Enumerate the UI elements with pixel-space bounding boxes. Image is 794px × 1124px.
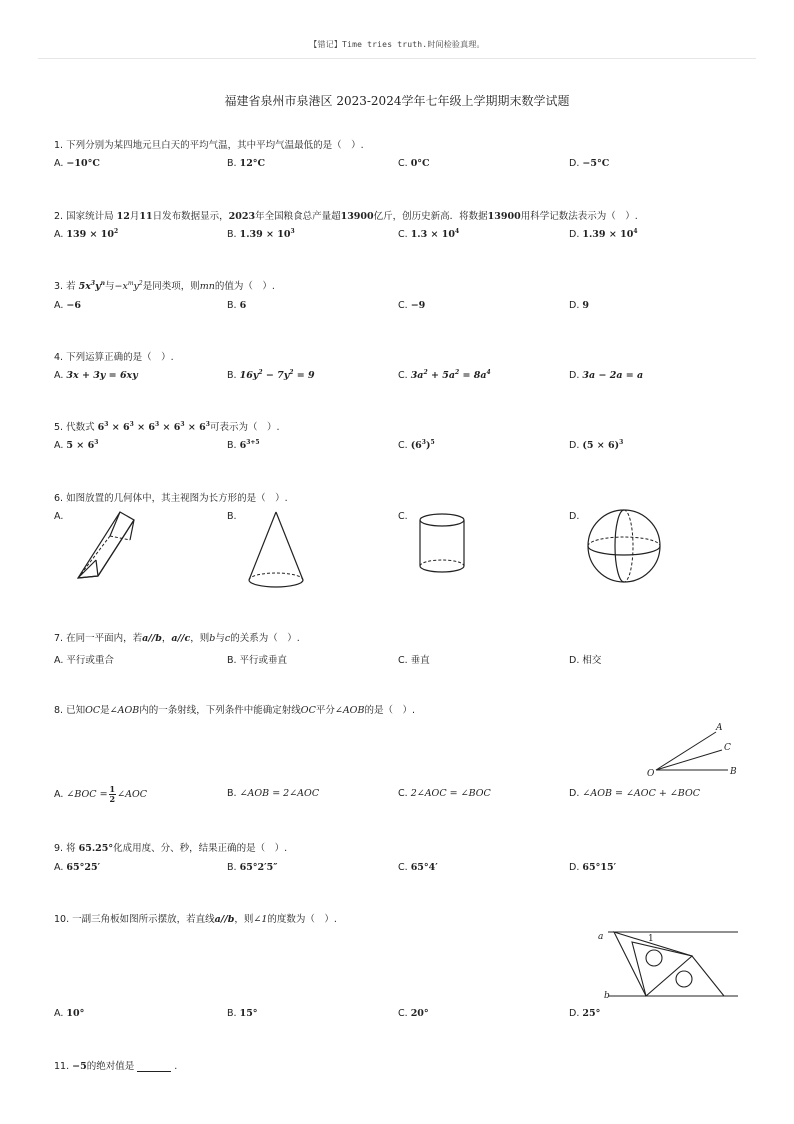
label-c: C (724, 743, 731, 753)
q9-option-a[interactable]: A. 65°25′ (54, 862, 101, 873)
q7-option-d[interactable]: D. 相交 (569, 655, 602, 666)
q8-option-b[interactable]: B. ∠AOB = 2∠AOC (227, 788, 320, 799)
q2-option-a[interactable]: A. $139 \times 10^2$ (54, 228, 119, 240)
q3-option-d[interactable]: D. 9 (569, 300, 589, 311)
question-10-stem: 10. 一副三角板如图所示摆放，若直线a//b，则∠1的度数为（ ）. (54, 914, 337, 925)
q5-option-a[interactable]: A. $5 \times 6^3$ (54, 439, 99, 451)
label-a: A (716, 723, 723, 733)
q9-option-c[interactable]: C. 65°4′ (398, 862, 438, 873)
label-line-b: b (604, 991, 610, 1001)
q4-option-a[interactable]: A. 3x + 3y = 6xy (54, 370, 138, 381)
q6-option-b[interactable]: B. (227, 511, 237, 522)
fraction-one-half: $\frac{1}{2}$ (109, 784, 116, 804)
q8-option-d[interactable]: D. ∠AOB = ∠AOC + ∠BOC (569, 788, 701, 799)
angle-aob-figure (644, 718, 744, 780)
q3-option-a[interactable]: A. −6 (54, 300, 81, 311)
label-o: O (647, 769, 655, 779)
question-11-stem: 11. −5的绝对值是 . (54, 1061, 178, 1072)
sphere-figure (586, 508, 666, 588)
question-1-stem: 1. 下列分别为某四地元旦白天的平均气温，其中平均气温最低的是（ ）. (54, 140, 364, 151)
q7-option-b[interactable]: B. 平行或垂直 (227, 655, 288, 666)
triangular-prism-figure (72, 508, 152, 586)
question-2-stem: 2. 国家统计局 12月11日发布数据显示，2023年全国粮食总产量超13900亿斤，创历史新高．将数据13900用科学记数法表示为（ ）. (54, 211, 638, 222)
q9-option-b[interactable]: B. 65°2′5″ (227, 862, 278, 873)
q5-option-c[interactable]: C. $(6^3)^5$ (398, 439, 435, 451)
q5-option-d[interactable]: D. $(5 \times 6)^3$ (569, 439, 624, 451)
q10-option-b[interactable]: B. 15° (227, 1008, 258, 1019)
q1-option-a[interactable]: A. −10°C (54, 158, 100, 169)
answer-blank[interactable] (137, 1062, 171, 1072)
q4-option-c[interactable]: C. $3a^2 + 5a^2 = 8a^4$ (398, 369, 491, 381)
q2-option-d[interactable]: D. $1.39 \times 10^4$ (569, 228, 638, 240)
question-5-stem: 5. 代数式 $6^3 \times 6^3 \times 6^3 \times 6^3 \times 6^3$可表示为（ ）. (54, 421, 280, 433)
q9-option-d[interactable]: D. 65°15′ (569, 862, 617, 873)
page-title: 福建省泉州市泉港区 2023-2024学年七年级上学期期末数学试题 (224, 94, 570, 108)
question-9-stem: 9. 将 65.25°化成用度、分、秒，结果正确的是（ ）. (54, 843, 288, 854)
q8-option-c[interactable]: C. 2∠AOC = ∠BOC (398, 788, 491, 799)
cylinder-figure (418, 512, 468, 574)
q6-option-a[interactable]: A. (54, 511, 64, 522)
q10-option-a[interactable]: A. 10° (54, 1008, 85, 1019)
q3-option-c[interactable]: C. −9 (398, 300, 426, 311)
q8-option-a[interactable]: A. ∠BOC = $\frac{1}{2}$ ∠AOC (54, 784, 148, 804)
q6-option-d[interactable]: D. (569, 511, 580, 522)
q7-option-a[interactable]: A. 平行或重合 (54, 655, 114, 666)
q3-option-b[interactable]: B. 6 (227, 300, 247, 311)
q1-option-d[interactable]: D. −5°C (569, 158, 610, 169)
header-divider (38, 58, 756, 59)
q7-option-c[interactable]: C. 垂直 (398, 655, 430, 666)
q10-option-d[interactable]: D. 25° (569, 1008, 601, 1019)
label-line-a: a (598, 932, 604, 942)
q1-option-b[interactable]: B. 12°C (227, 158, 266, 169)
label-b: B (730, 767, 737, 777)
q10-option-c[interactable]: C. 20° (398, 1008, 429, 1019)
question-6-stem: 6. 如图放置的几何体中，其主视图为长方形的是（ ）. (54, 493, 288, 504)
cone-figure (246, 510, 308, 592)
question-3-stem: 3. 若 $5x^3y^n$与$-x^my^2$是同类项，则mn的值为（ ）. (54, 280, 275, 292)
q4-option-b[interactable]: B. $16y^2 - 7y^2 = 9$ (227, 369, 315, 381)
label-angle-1: 1 (648, 934, 654, 944)
q4-option-d[interactable]: D. 3a − 2a = a (569, 370, 644, 381)
q6-option-c[interactable]: C. (398, 511, 408, 522)
q5-option-b[interactable]: B. $6^{3+5}$ (227, 439, 260, 451)
header-note: 【错记】Time tries truth.时间检验真理。 (309, 40, 485, 49)
triangle-rulers-figure (596, 926, 744, 1002)
q1-option-c[interactable]: C. 0°C (398, 158, 430, 169)
question-4-stem: 4. 下列运算正确的是（ ）. (54, 352, 174, 363)
q2-option-b[interactable]: B. $1.39 \times 10^3$ (227, 228, 295, 240)
q2-option-c[interactable]: C. $1.3 \times 10^4$ (398, 228, 460, 240)
question-7-stem: 7. 在同一平面内，若a//b，a//c，则b与c的关系为（ ）. (54, 633, 300, 644)
question-8-stem: 8. 已知OC是∠AOB内的一条射线，下列条件中能确定射线OC平分∠AOB的是（ ）. (54, 705, 415, 716)
